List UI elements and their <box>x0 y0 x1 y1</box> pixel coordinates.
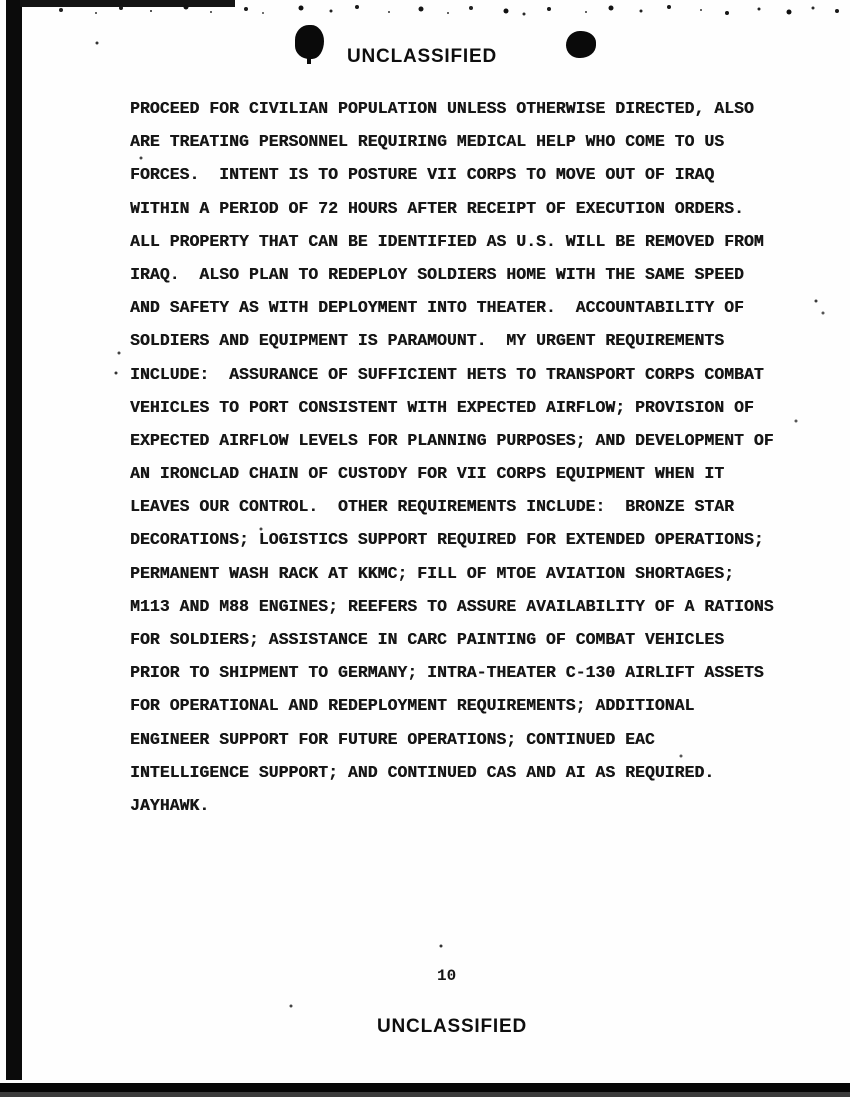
ink-dot-left <box>295 25 324 59</box>
body-line: INTELLIGENCE SUPPORT; AND CONTINUED CAS AND AI AS REQUIRED. <box>130 762 715 782</box>
footer-classification-banner: UNCLASSIFIED <box>377 1016 527 1037</box>
body-line: FOR OPERATIONAL AND REDEPLOYMENT REQUIREMENTS; ADDITIONAL <box>130 696 695 716</box>
body-line: PRIOR TO SHIPMENT TO GERMANY; INTRA-THEATER C-130 AIRLIFT ASSETS <box>130 663 764 683</box>
body-line: AN IRONCLAD CHAIN OF CUSTODY FOR VII CORPS EQUIPMENT WHEN IT <box>130 464 725 484</box>
body-line: ALL PROPERTY THAT CAN BE IDENTIFIED AS U.S. WILL BE REMOVED FROM <box>130 231 764 251</box>
body-line: EXPECTED AIRFLOW LEVELS FOR PLANNING PURPOSES; AND DEVELOPMENT OF <box>130 430 774 450</box>
body-line: ENGINEER SUPPORT FOR FUTURE OPERATIONS; CONTINUED EAC <box>130 729 655 749</box>
body-line: SOLDIERS AND EQUIPMENT IS PARAMOUNT. MY URGENT REQUIREMENTS <box>130 331 725 351</box>
body-line: M113 AND M88 ENGINES; REEFERS TO ASSURE AVAILABILITY OF A RATIONS <box>130 596 774 616</box>
body-line: ARE TREATING PERSONNEL REQUIRING MEDICAL HELP WHO COME TO US <box>130 132 725 152</box>
scan-edge-top <box>20 0 235 7</box>
body-line: PROCEED FOR CIVILIAN POPULATION UNLESS OTHERWISE DIRECTED, ALSO <box>130 99 754 118</box>
scan-edge-bottom <box>0 1080 850 1097</box>
body-line: DECORATIONS; LOGISTICS SUPPORT REQUIRED FOR EXTENDED OPERATIONS; <box>130 530 764 550</box>
body-line: JAYHAWK. <box>130 795 210 815</box>
page-number: 10 <box>437 967 457 985</box>
body-line: AND SAFETY AS WITH DEPLOYMENT INTO THEATER. ACCOUNTABILITY OF <box>130 298 744 318</box>
body-line: IRAQ. ALSO PLAN TO REDEPLOY SOLDIERS HOME WITH THE SAME SPEED <box>130 264 744 284</box>
body-line: VEHICLES TO PORT CONSISTENT WITH EXPECTED AIRFLOW; PROVISION OF <box>130 397 754 417</box>
body-line: WITHIN A PERIOD OF 72 HOURS AFTER RECEIPT OF EXECUTION ORDERS. <box>130 198 744 218</box>
body-line: INCLUDE: ASSURANCE OF SUFFICIENT HETS TO TRANSPORT CORPS COMBAT <box>130 364 764 384</box>
body-line: LEAVES OUR CONTROL. OTHER REQUIREMENTS INCLUDE: BRONZE STAR <box>130 497 734 517</box>
ink-dot-right <box>566 31 596 58</box>
body-line: PERMANENT WASH RACK AT KKMC; FILL OF MTOE AVIATION SHORTAGES; <box>130 563 734 583</box>
header-classification-banner: UNCLASSIFIED <box>347 46 497 67</box>
body-line: FOR SOLDIERS; ASSISTANCE IN CARC PAINTING OF COMBAT VEHICLES <box>130 630 725 649</box>
body-line: FORCES. INTENT IS TO POSTURE VII CORPS TO MOVE OUT OF IRAQ <box>130 165 715 185</box>
scan-edge-left <box>6 0 22 1086</box>
scan-noise <box>0 0 2 2</box>
document-body <box>130 92 810 822</box>
